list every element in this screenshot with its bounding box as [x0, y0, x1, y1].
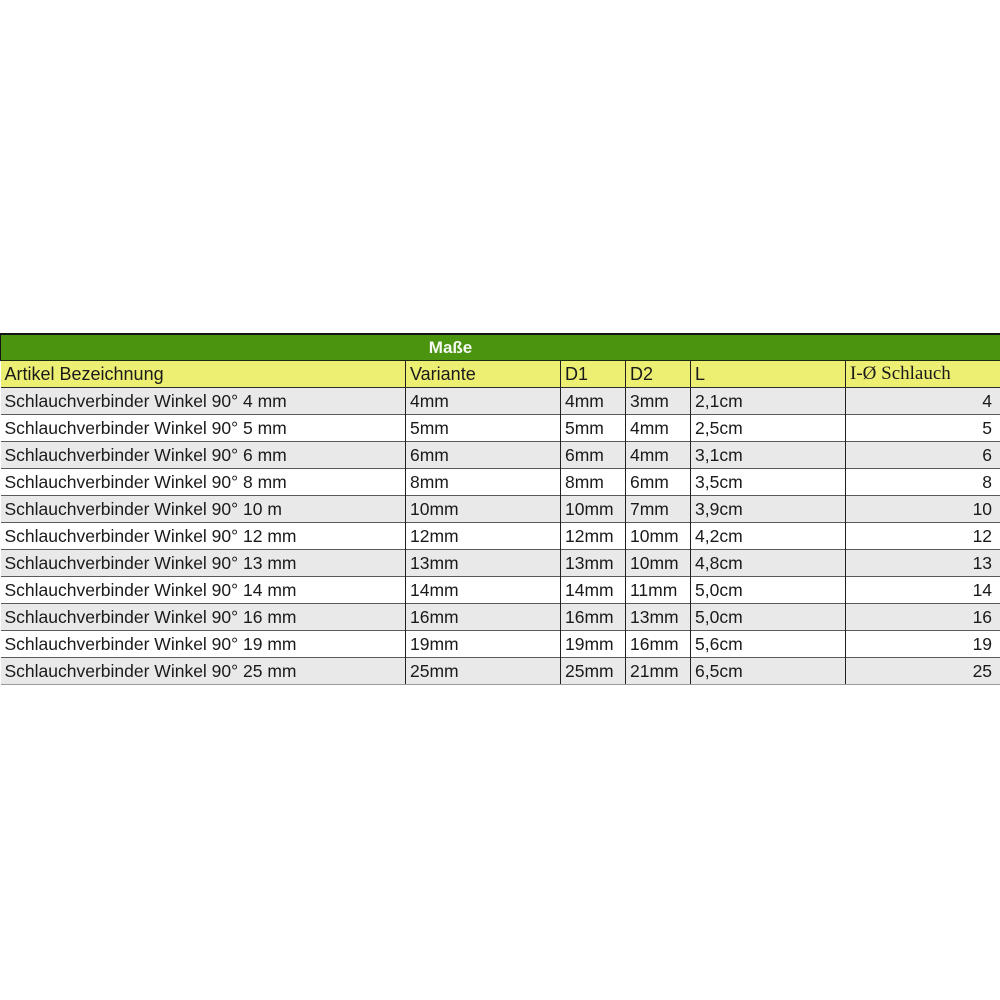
table-row [1, 415, 1000, 442]
table-cell: 4 [846, 388, 1000, 415]
table-cell: 16 [846, 604, 1000, 631]
table-cell: 7mm [626, 496, 691, 523]
table-row [1, 442, 1000, 469]
table-cell: 4,8cm [691, 550, 846, 577]
table-cell: 12mm [406, 523, 561, 550]
table-title-label: Maße [428, 337, 473, 357]
table-cell: 4,2cm [691, 523, 846, 550]
table-cell: 4mm [561, 388, 626, 415]
table-row [1, 388, 1000, 415]
table-cell: 19mm [406, 631, 561, 658]
table-cell: 25mm [561, 658, 626, 685]
table-cell: 12mm [561, 523, 626, 550]
table-cell: Schlauchverbinder Winkel 90° 13 mm [1, 550, 406, 577]
table-cell: 3mm [626, 388, 691, 415]
table-cell: 14 [846, 577, 1000, 604]
table-cell: Schlauchverbinder Winkel 90° 14 mm [1, 577, 406, 604]
table-cell: 10mm [626, 550, 691, 577]
table-cell: 8mm [406, 469, 561, 496]
column-header-l: L [691, 361, 846, 388]
table-cell: 11mm [626, 577, 691, 604]
table-cell: 8 [846, 469, 1000, 496]
table-cell: 5 [846, 415, 1000, 442]
table-cell: 4mm [406, 388, 561, 415]
table-cell: Schlauchverbinder Winkel 90° 4 mm [1, 388, 406, 415]
table-cell: 4mm [626, 442, 691, 469]
table-cell: 13 [846, 550, 1000, 577]
table-row [1, 550, 1000, 577]
table-cell: Schlauchverbinder Winkel 90° 6 mm [1, 442, 406, 469]
table-cell: 5mm [406, 415, 561, 442]
table-cell: 19 [846, 631, 1000, 658]
table-title-row [1, 334, 1000, 361]
table-cell: 6mm [406, 442, 561, 469]
table-cell: 13mm [561, 550, 626, 577]
table-cell: 6mm [626, 469, 691, 496]
table-row [1, 469, 1000, 496]
table-cell: 5,0cm [691, 604, 846, 631]
table-cell: 3,5cm [691, 469, 846, 496]
table-cell: 10mm [406, 496, 561, 523]
table-cell: Schlauchverbinder Winkel 90° 16 mm [1, 604, 406, 631]
table-row [1, 577, 1000, 604]
table-cell: 6 [846, 442, 1000, 469]
table-cell: 12 [846, 523, 1000, 550]
table-cell: Schlauchverbinder Winkel 90° 5 mm [1, 415, 406, 442]
table-cell: 6mm [561, 442, 626, 469]
table-cell: 16mm [561, 604, 626, 631]
table-cell: Schlauchverbinder Winkel 90° 25 mm [1, 658, 406, 685]
table-row [1, 658, 1000, 685]
table-cell: 2,5cm [691, 415, 846, 442]
table-cell: 8mm [561, 469, 626, 496]
table-cell: 16mm [406, 604, 561, 631]
table-header-row [1, 361, 1000, 388]
table-cell: 6,5cm [691, 658, 846, 685]
table-row [1, 523, 1000, 550]
column-header-i-schlauch: I-Ø Schlauch [846, 361, 1000, 388]
table-cell: 5mm [561, 415, 626, 442]
column-header-artikel-bezeichnung: Artikel Bezeichnung [1, 361, 406, 388]
table-cell: 3,9cm [691, 496, 846, 523]
table-cell: 4mm [626, 415, 691, 442]
table-cell: 10mm [561, 496, 626, 523]
table-cell: 10mm [626, 523, 691, 550]
table-cell: Schlauchverbinder Winkel 90° 10 m [1, 496, 406, 523]
column-header-d2: D2 [626, 361, 691, 388]
table-cell: 14mm [561, 577, 626, 604]
table-cell: 14mm [406, 577, 561, 604]
table-cell: 13mm [406, 550, 561, 577]
table-cell: 5,6cm [691, 631, 846, 658]
table-cell: 25 [846, 658, 1000, 685]
table-row [1, 496, 1000, 523]
table-body [1, 388, 1000, 685]
table-cell: 2,1cm [691, 388, 846, 415]
table-title [1, 334, 1000, 361]
dimensions-table [0, 333, 1000, 685]
table-cell: 21mm [626, 658, 691, 685]
column-header-variante: Variante [406, 361, 561, 388]
table-cell: 19mm [561, 631, 626, 658]
table-cell: Schlauchverbinder Winkel 90° 19 mm [1, 631, 406, 658]
table-cell: 13mm [626, 604, 691, 631]
table-row [1, 604, 1000, 631]
table-cell: 16mm [626, 631, 691, 658]
column-header-d1: D1 [561, 361, 626, 388]
table-cell: Schlauchverbinder Winkel 90° 12 mm [1, 523, 406, 550]
table-cell: 3,1cm [691, 442, 846, 469]
table-cell: 10 [846, 496, 1000, 523]
table-cell: 25mm [406, 658, 561, 685]
table-cell: 5,0cm [691, 577, 846, 604]
table-cell: Schlauchverbinder Winkel 90° 8 mm [1, 469, 406, 496]
table-row [1, 631, 1000, 658]
